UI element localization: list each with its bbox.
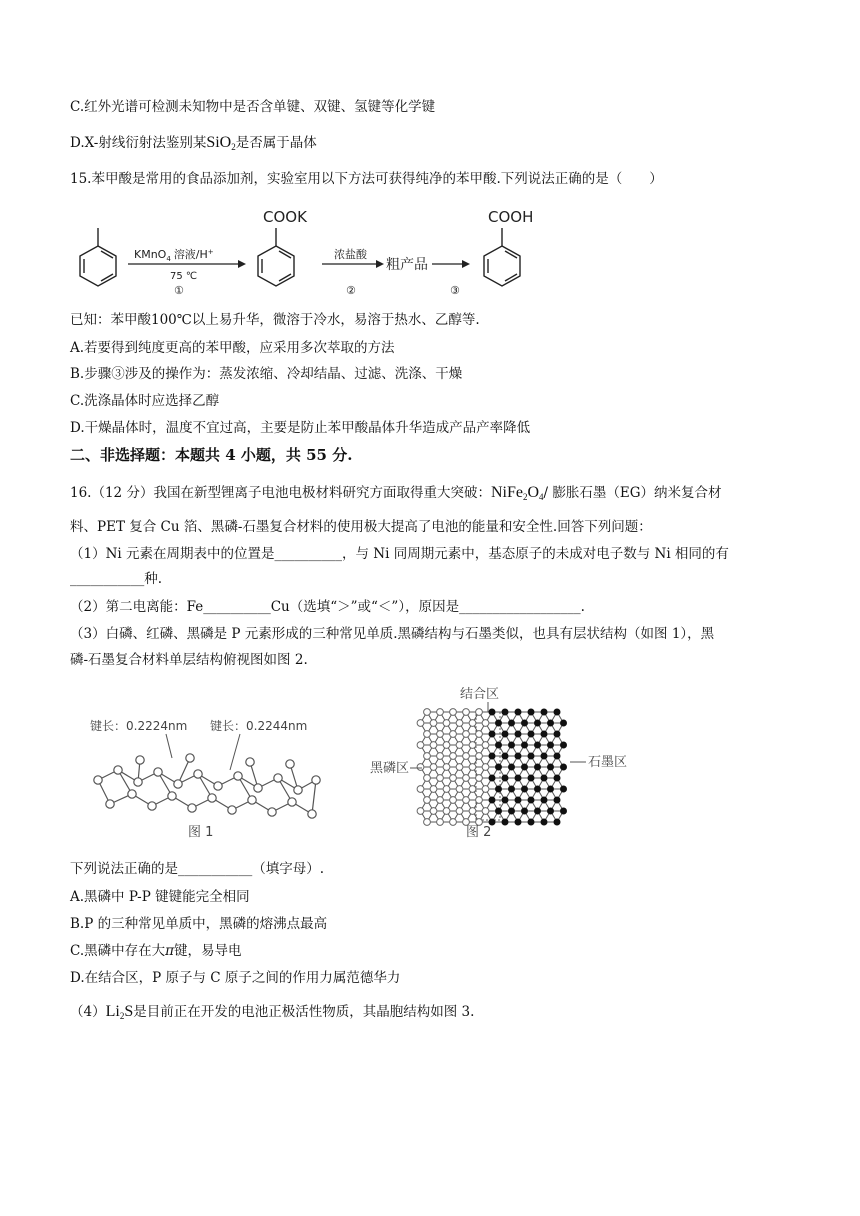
figure-2-caption: 图 2: [466, 825, 492, 840]
q16-part-3-question: 下列说法正确的是___________（填字母）.: [70, 861, 325, 877]
section-heading: 二、非选择题：本题共 4 小题，共 55 分.: [70, 446, 353, 464]
q16-part-4: $(4)Li_2S$是目前正在开发的电池正极活性物质，其晶胞结构如图 3.: [70, 1003, 475, 1021]
q15-stem: 15.苯甲酸是常用的食品添加剂，实验室用以下方法可获得纯净的苯甲酸.下列说法正确的是（ ）: [70, 171, 663, 187]
q15-option-c: C.洗涤晶体时应选择乙醇: [70, 393, 220, 409]
figure-1-caption: 图 1: [188, 825, 214, 840]
q15-known: 已知：苯甲酸100℃以上易升华，微溶于冷水，易溶于热水、乙醇等.: [70, 312, 480, 328]
step-3-label: ③: [450, 284, 460, 297]
figure-2-composite: [370, 684, 640, 844]
q16-option-c: C.黑磷中存在大π键，易导电: [70, 943, 242, 959]
q16-part-3-cont: 磷-石墨复合材料单层结构俯视图如图 2.: [70, 652, 308, 668]
li2s-formula: $Li_2S$: [105, 1003, 134, 1021]
reagent-1: KMnO$_4$ 溶液/H+: [134, 248, 214, 263]
sio2-formula: SiO$_2$: [206, 134, 236, 152]
product-3-label: COOH: [488, 208, 534, 226]
nife2o4-formula: $NiFe_2O_4$: [490, 484, 544, 502]
q15-option-a: A.若要得到纯度更高的苯甲酸，应采用多次萃取的方法: [70, 340, 395, 356]
product-1-label: COOK: [263, 208, 307, 226]
q16-stem: 16.（12 分）我国在新型锂离子电池电极材料研究方面取得重大突破：$NiFe_2O_4/$ 膨胀石墨（EG）纳米复合材: [70, 484, 722, 502]
q16-stem-line2: 料、PET 复合 Cu 箔、黑磷-石墨复合材料的使用极大提高了电池的能量和安全性.回答下列问题：: [70, 519, 652, 535]
q16-option-a: A.黑磷中 P-P 键键能完全相同: [70, 889, 250, 905]
step-2-label: ②: [346, 284, 356, 297]
junction-label: 结合区: [460, 687, 500, 702]
graphite-region-label: 石墨区: [588, 755, 628, 770]
q16-part-2: （2）第二电离能：Fe__________Cu（选填“＞”或“＜”），原因是__________________.: [70, 599, 585, 615]
bond-length-1: 键长：0.2224nm: [90, 719, 188, 733]
q16-part-1-cont: ___________种.: [70, 571, 163, 587]
figure-1-black-phosphorus: [80, 708, 340, 844]
reagent-2: 浓盐酸: [334, 248, 367, 261]
q14-option-c: C.红外光谱可检测未知物中是否含单键、双键、氢键等化学键: [70, 99, 436, 115]
q14-option-d: D.X-射线衍射法鉴别某SiO$_2$是否属于晶体: [70, 134, 317, 152]
crude-product: 粗产品: [386, 257, 428, 273]
toluene-structure: [80, 228, 116, 286]
bond-length-2: 键长：0.2244nm: [210, 719, 308, 733]
step-1-label: ①: [174, 284, 184, 297]
q15-option-d: D.干燥晶体时，温度不宜过高，主要是防止苯甲酸晶体升华造成产品产率降低: [70, 420, 531, 436]
q16-part-3: （3）白磷、红磷、黑磷是 P 元素形成的三种常见单质.黑磷结构与石墨类似，也具有层状结构（如图 1），黑: [70, 626, 715, 642]
q15-option-b: B.步骤③涉及的操作为：蒸发浓缩、冷却结晶、过滤、洗涤、干燥: [70, 366, 463, 382]
q16-option-d: D.在结合区，P 原子与 C 原子之间的作用力属范德华力: [70, 970, 401, 986]
bp-region-label: 黑磷区: [370, 761, 410, 776]
potassium-benzoate-structure: [258, 228, 294, 286]
q16-part-1: （1）Ni 元素在周期表中的位置是__________，与 Ni 同周期元素中，基态原子的未成对电子数与 Ni 相同的有: [70, 546, 729, 562]
reaction-scheme: [70, 200, 570, 308]
condition-1: 75 ℃: [170, 271, 198, 282]
q16-option-b: B.P 的三种常见单质中，黑磷的熔沸点最高: [70, 916, 328, 932]
benzoic-acid-structure: [484, 228, 520, 286]
